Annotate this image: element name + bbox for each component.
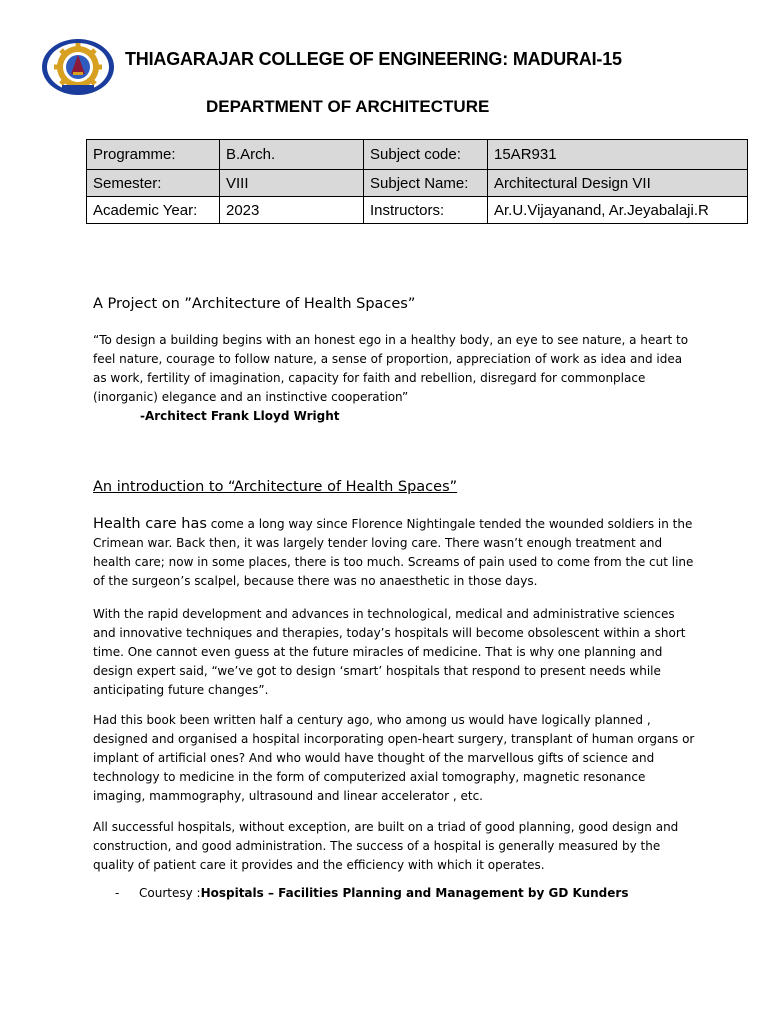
courtesy-label: Courtesy :: [139, 886, 201, 900]
intro-paragraph-2: With the rapid development and advances in technological, medical and administrative sciences and innovative techniques and therapies, today’s hospitals will become obsolescent within a short time. One cannot even guess at the future miracles of medicine. That is why one planning and design expert said, “we’ve got to design ‘smart’ hospitals that respond to present needs while anticipating future changes”.: [93, 607, 686, 697]
courtesy-line: [115, 886, 628, 900]
intro-paragraph-3: Had this book been written half a century ago, who among us would have logically planned , designed and organised a hospital incorporating open-heart surgery, transplant of human organs or implant of artificial ones? And who would have thought of the marvellous gifts of science and technology to medicine in the form of computerized axial tomography, magnetic resonance imaging, mammography, ultrasound and linear accelerator , etc.: [93, 713, 695, 803]
academic-year-label: Academic Year:: [87, 197, 220, 224]
semester-label: Semester:: [87, 170, 220, 197]
subject-name-label: Subject Name:: [364, 170, 488, 197]
intro-paragraph-1-body: come a long way since Florence Nightingale tended the wounded soldiers in the Crimean war. Back then, it was largely tender loving care. There wasn’t enough treatment and health care; now in some places, there is too much. Screams of pain used to come from the cut line of the surgeon’s scalpel, because there was no anaesthetic in those days.: [93, 517, 694, 588]
table-row: [87, 170, 748, 197]
subject-code-label: Subject code:: [364, 140, 488, 170]
courtesy-source: Hospitals – Facilities Planning and Management by GD Kunders: [200, 886, 629, 900]
intro-heading: An introduction to “Architecture of Health Spaces”: [93, 479, 458, 495]
college-title: THIAGARAJAR COLLEGE OF ENGINEERING: MADURAI-15: [125, 49, 622, 69]
subject-code-value: 15AR931: [488, 140, 748, 170]
programme-label: Programme:: [87, 140, 220, 170]
intro-paragraph-1: [93, 515, 699, 591]
bullet-dash: -: [115, 886, 120, 900]
subject-name-value: Architectural Design VII: [488, 170, 748, 197]
course-info-table: [86, 139, 748, 224]
college-emblem-icon: [40, 38, 116, 96]
department-title: DEPARTMENT OF ARCHITECTURE: [206, 97, 490, 116]
instructors-value: Ar.U.Vijayanand, Ar.Jeyabalaji.R: [488, 197, 748, 224]
table-row: [87, 140, 748, 170]
semester-value: VIII: [220, 170, 364, 197]
quote-attribution: -Architect Frank Lloyd Wright: [140, 409, 340, 423]
wright-quote: “To design a building begins with an honest ego in a healthy body, an eye to see nature, a heart to feel nature, courage to follow nature, a sense of proportion, appreciation of work as idea and idea as work, fertility of imagination, capacity for faith and rebellion, disregard for commonplace (inorganic) elegance and an instinctive cooperation”: [93, 333, 689, 404]
intro-paragraph-4: All successful hospitals, without exception, are built on a triad of good planning, good design and construction, and good administration. The success of a hospital is generally measured by the quality of patient care it provides and the efficiency with which it operates.: [93, 820, 679, 872]
intro-lead-text: Health care has: [93, 516, 207, 532]
table-row: [87, 197, 748, 224]
instructors-label: Instructors:: [364, 197, 488, 224]
programme-value: B.Arch.: [220, 140, 364, 170]
academic-year-value: 2023: [220, 197, 364, 224]
project-heading: A Project on ”Architecture of Health Spaces”: [93, 296, 416, 312]
